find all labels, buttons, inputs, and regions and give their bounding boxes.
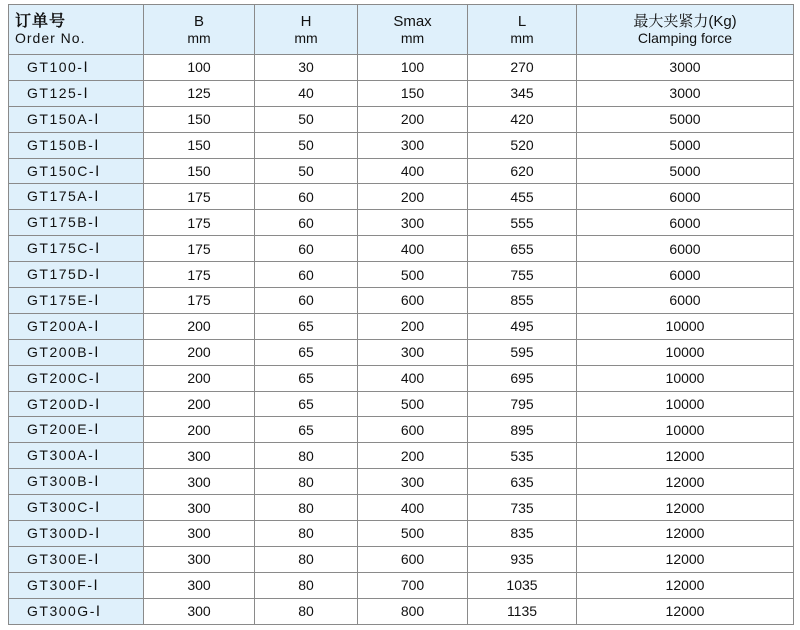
clamping-force-cell: 6000	[577, 262, 794, 288]
b-cell: 175	[144, 184, 255, 210]
smax-cell: 200	[358, 184, 468, 210]
smax-cell: 200	[358, 313, 468, 339]
smax-cell: 300	[358, 132, 468, 158]
h-cell: 65	[255, 391, 358, 417]
b-cell: 200	[144, 391, 255, 417]
l-cell: 595	[468, 339, 577, 365]
table-row	[9, 443, 794, 469]
l-cell: 455	[468, 184, 577, 210]
b-cell: 100	[144, 55, 255, 81]
clamping-force-cell: 12000	[577, 495, 794, 521]
clamping-force-cell: 12000	[577, 443, 794, 469]
clamping-force-cell: 6000	[577, 288, 794, 314]
clamping-force-cell: 12000	[577, 572, 794, 598]
h-cell: 30	[255, 55, 358, 81]
header-label-secondary: Order No.	[15, 29, 86, 46]
header-label-secondary: Clamping force	[637, 29, 733, 46]
l-cell: 755	[468, 262, 577, 288]
b-cell: 150	[144, 158, 255, 184]
l-cell: 795	[468, 391, 577, 417]
clamping-force-cell: 5000	[577, 158, 794, 184]
order-no-cell: GT100-Ⅰ	[9, 55, 144, 81]
header-b	[144, 5, 255, 55]
table-row	[9, 288, 794, 314]
order-no-cell: GT175B-Ⅰ	[9, 210, 144, 236]
table-row	[9, 391, 794, 417]
smax-cell: 400	[358, 236, 468, 262]
smax-cell: 500	[358, 262, 468, 288]
clamping-force-cell: 10000	[577, 417, 794, 443]
order-no-cell: GT175E-Ⅰ	[9, 288, 144, 314]
table-row	[9, 546, 794, 572]
smax-cell: 300	[358, 469, 468, 495]
smax-cell: 150	[358, 80, 468, 106]
header-label-primary: 订单号	[15, 12, 67, 30]
b-cell: 175	[144, 236, 255, 262]
smax-cell: 200	[358, 443, 468, 469]
h-cell: 80	[255, 469, 358, 495]
h-cell: 60	[255, 210, 358, 236]
clamping-force-cell: 12000	[577, 521, 794, 547]
order-no-cell: GT150C-Ⅰ	[9, 158, 144, 184]
b-cell: 150	[144, 106, 255, 132]
table-row	[9, 572, 794, 598]
l-cell: 620	[468, 158, 577, 184]
order-no-cell: GT175A-Ⅰ	[9, 184, 144, 210]
smax-cell: 700	[358, 572, 468, 598]
spec-table	[8, 4, 794, 625]
h-cell: 65	[255, 365, 358, 391]
b-cell: 300	[144, 495, 255, 521]
order-no-cell: GT300A-Ⅰ	[9, 443, 144, 469]
header-clamping-force	[577, 5, 794, 55]
smax-cell: 200	[358, 106, 468, 132]
header-label-primary: 最大夹紧力(Kg)	[633, 12, 737, 30]
order-no-cell: GT200D-Ⅰ	[9, 391, 144, 417]
order-no-cell: GT200E-Ⅰ	[9, 417, 144, 443]
b-cell: 200	[144, 365, 255, 391]
order-no-cell: GT300B-Ⅰ	[9, 469, 144, 495]
h-cell: 60	[255, 262, 358, 288]
order-no-cell: GT125-Ⅰ	[9, 80, 144, 106]
h-cell: 80	[255, 546, 358, 572]
l-cell: 735	[468, 495, 577, 521]
order-no-cell: GT175C-Ⅰ	[9, 236, 144, 262]
h-cell: 80	[255, 572, 358, 598]
b-cell: 300	[144, 521, 255, 547]
header-h	[255, 5, 358, 55]
table-row	[9, 236, 794, 262]
l-cell: 895	[468, 417, 577, 443]
h-cell: 50	[255, 106, 358, 132]
table-row	[9, 210, 794, 236]
b-cell: 175	[144, 210, 255, 236]
table-row	[9, 80, 794, 106]
clamping-force-cell: 12000	[577, 469, 794, 495]
smax-cell: 600	[358, 546, 468, 572]
table-row	[9, 158, 794, 184]
order-no-cell: GT300C-Ⅰ	[9, 495, 144, 521]
header-smax	[358, 5, 468, 55]
table-row	[9, 313, 794, 339]
clamping-force-cell: 6000	[577, 184, 794, 210]
smax-cell: 100	[358, 55, 468, 81]
b-cell: 300	[144, 443, 255, 469]
clamping-force-cell: 5000	[577, 106, 794, 132]
h-cell: 40	[255, 80, 358, 106]
smax-cell: 500	[358, 391, 468, 417]
b-cell: 300	[144, 598, 255, 624]
table-row	[9, 262, 794, 288]
table-row	[9, 521, 794, 547]
l-cell: 495	[468, 313, 577, 339]
l-cell: 1135	[468, 598, 577, 624]
b-cell: 200	[144, 313, 255, 339]
l-cell: 270	[468, 55, 577, 81]
h-cell: 50	[255, 132, 358, 158]
l-cell: 1035	[468, 572, 577, 598]
l-cell: 535	[468, 443, 577, 469]
table-row	[9, 55, 794, 81]
table-row	[9, 365, 794, 391]
header-label-primary: L	[517, 12, 527, 30]
order-no-cell: GT200A-Ⅰ	[9, 313, 144, 339]
header-label-secondary: mm	[510, 29, 534, 46]
l-cell: 635	[468, 469, 577, 495]
l-cell: 855	[468, 288, 577, 314]
clamping-force-cell: 12000	[577, 546, 794, 572]
smax-cell: 400	[358, 158, 468, 184]
header-label-secondary: mm	[294, 29, 318, 46]
order-no-cell: GT300F-Ⅰ	[9, 572, 144, 598]
clamping-force-cell: 10000	[577, 339, 794, 365]
b-cell: 300	[144, 546, 255, 572]
table-row	[9, 417, 794, 443]
order-no-cell: GT150A-Ⅰ	[9, 106, 144, 132]
smax-cell: 600	[358, 288, 468, 314]
table-row	[9, 469, 794, 495]
header-l	[468, 5, 577, 55]
order-no-cell: GT300E-Ⅰ	[9, 546, 144, 572]
table-row	[9, 184, 794, 210]
header-label-primary: H	[300, 12, 312, 30]
header-label-secondary: mm	[400, 29, 425, 46]
smax-cell: 400	[358, 495, 468, 521]
table-row	[9, 495, 794, 521]
h-cell: 65	[255, 417, 358, 443]
order-no-cell: GT200C-Ⅰ	[9, 365, 144, 391]
spec-table-container	[8, 4, 794, 625]
b-cell: 125	[144, 80, 255, 106]
header-label-primary: B	[193, 12, 204, 30]
clamping-force-cell: 12000	[577, 598, 794, 624]
table-row	[9, 598, 794, 624]
l-cell: 555	[468, 210, 577, 236]
l-cell: 835	[468, 521, 577, 547]
h-cell: 50	[255, 158, 358, 184]
h-cell: 60	[255, 236, 358, 262]
h-cell: 80	[255, 598, 358, 624]
l-cell: 695	[468, 365, 577, 391]
table-body	[9, 55, 794, 625]
h-cell: 80	[255, 443, 358, 469]
order-no-cell: GT300D-Ⅰ	[9, 521, 144, 547]
b-cell: 150	[144, 132, 255, 158]
smax-cell: 300	[358, 339, 468, 365]
table-row	[9, 106, 794, 132]
header-order-no	[9, 5, 144, 55]
smax-cell: 300	[358, 210, 468, 236]
h-cell: 60	[255, 288, 358, 314]
b-cell: 300	[144, 572, 255, 598]
l-cell: 420	[468, 106, 577, 132]
l-cell: 655	[468, 236, 577, 262]
clamping-force-cell: 10000	[577, 391, 794, 417]
b-cell: 175	[144, 262, 255, 288]
clamping-force-cell: 10000	[577, 313, 794, 339]
smax-cell: 500	[358, 521, 468, 547]
smax-cell: 800	[358, 598, 468, 624]
clamping-force-cell: 6000	[577, 210, 794, 236]
smax-cell: 400	[358, 365, 468, 391]
h-cell: 65	[255, 339, 358, 365]
h-cell: 80	[255, 521, 358, 547]
clamping-force-cell: 6000	[577, 236, 794, 262]
h-cell: 60	[255, 184, 358, 210]
clamping-force-cell: 3000	[577, 80, 794, 106]
header-label-secondary: mm	[187, 29, 211, 46]
h-cell: 80	[255, 495, 358, 521]
l-cell: 520	[468, 132, 577, 158]
l-cell: 345	[468, 80, 577, 106]
b-cell: 200	[144, 339, 255, 365]
order-no-cell: GT200B-Ⅰ	[9, 339, 144, 365]
clamping-force-cell: 3000	[577, 55, 794, 81]
table-row	[9, 339, 794, 365]
table-row	[9, 132, 794, 158]
smax-cell: 600	[358, 417, 468, 443]
l-cell: 935	[468, 546, 577, 572]
order-no-cell: GT300G-Ⅰ	[9, 598, 144, 624]
b-cell: 200	[144, 417, 255, 443]
b-cell: 175	[144, 288, 255, 314]
order-no-cell: GT175D-Ⅰ	[9, 262, 144, 288]
clamping-force-cell: 10000	[577, 365, 794, 391]
clamping-force-cell: 5000	[577, 132, 794, 158]
order-no-cell: GT150B-Ⅰ	[9, 132, 144, 158]
header-row	[9, 5, 794, 55]
header-label-primary: Smax	[393, 12, 432, 30]
h-cell: 65	[255, 313, 358, 339]
b-cell: 300	[144, 469, 255, 495]
